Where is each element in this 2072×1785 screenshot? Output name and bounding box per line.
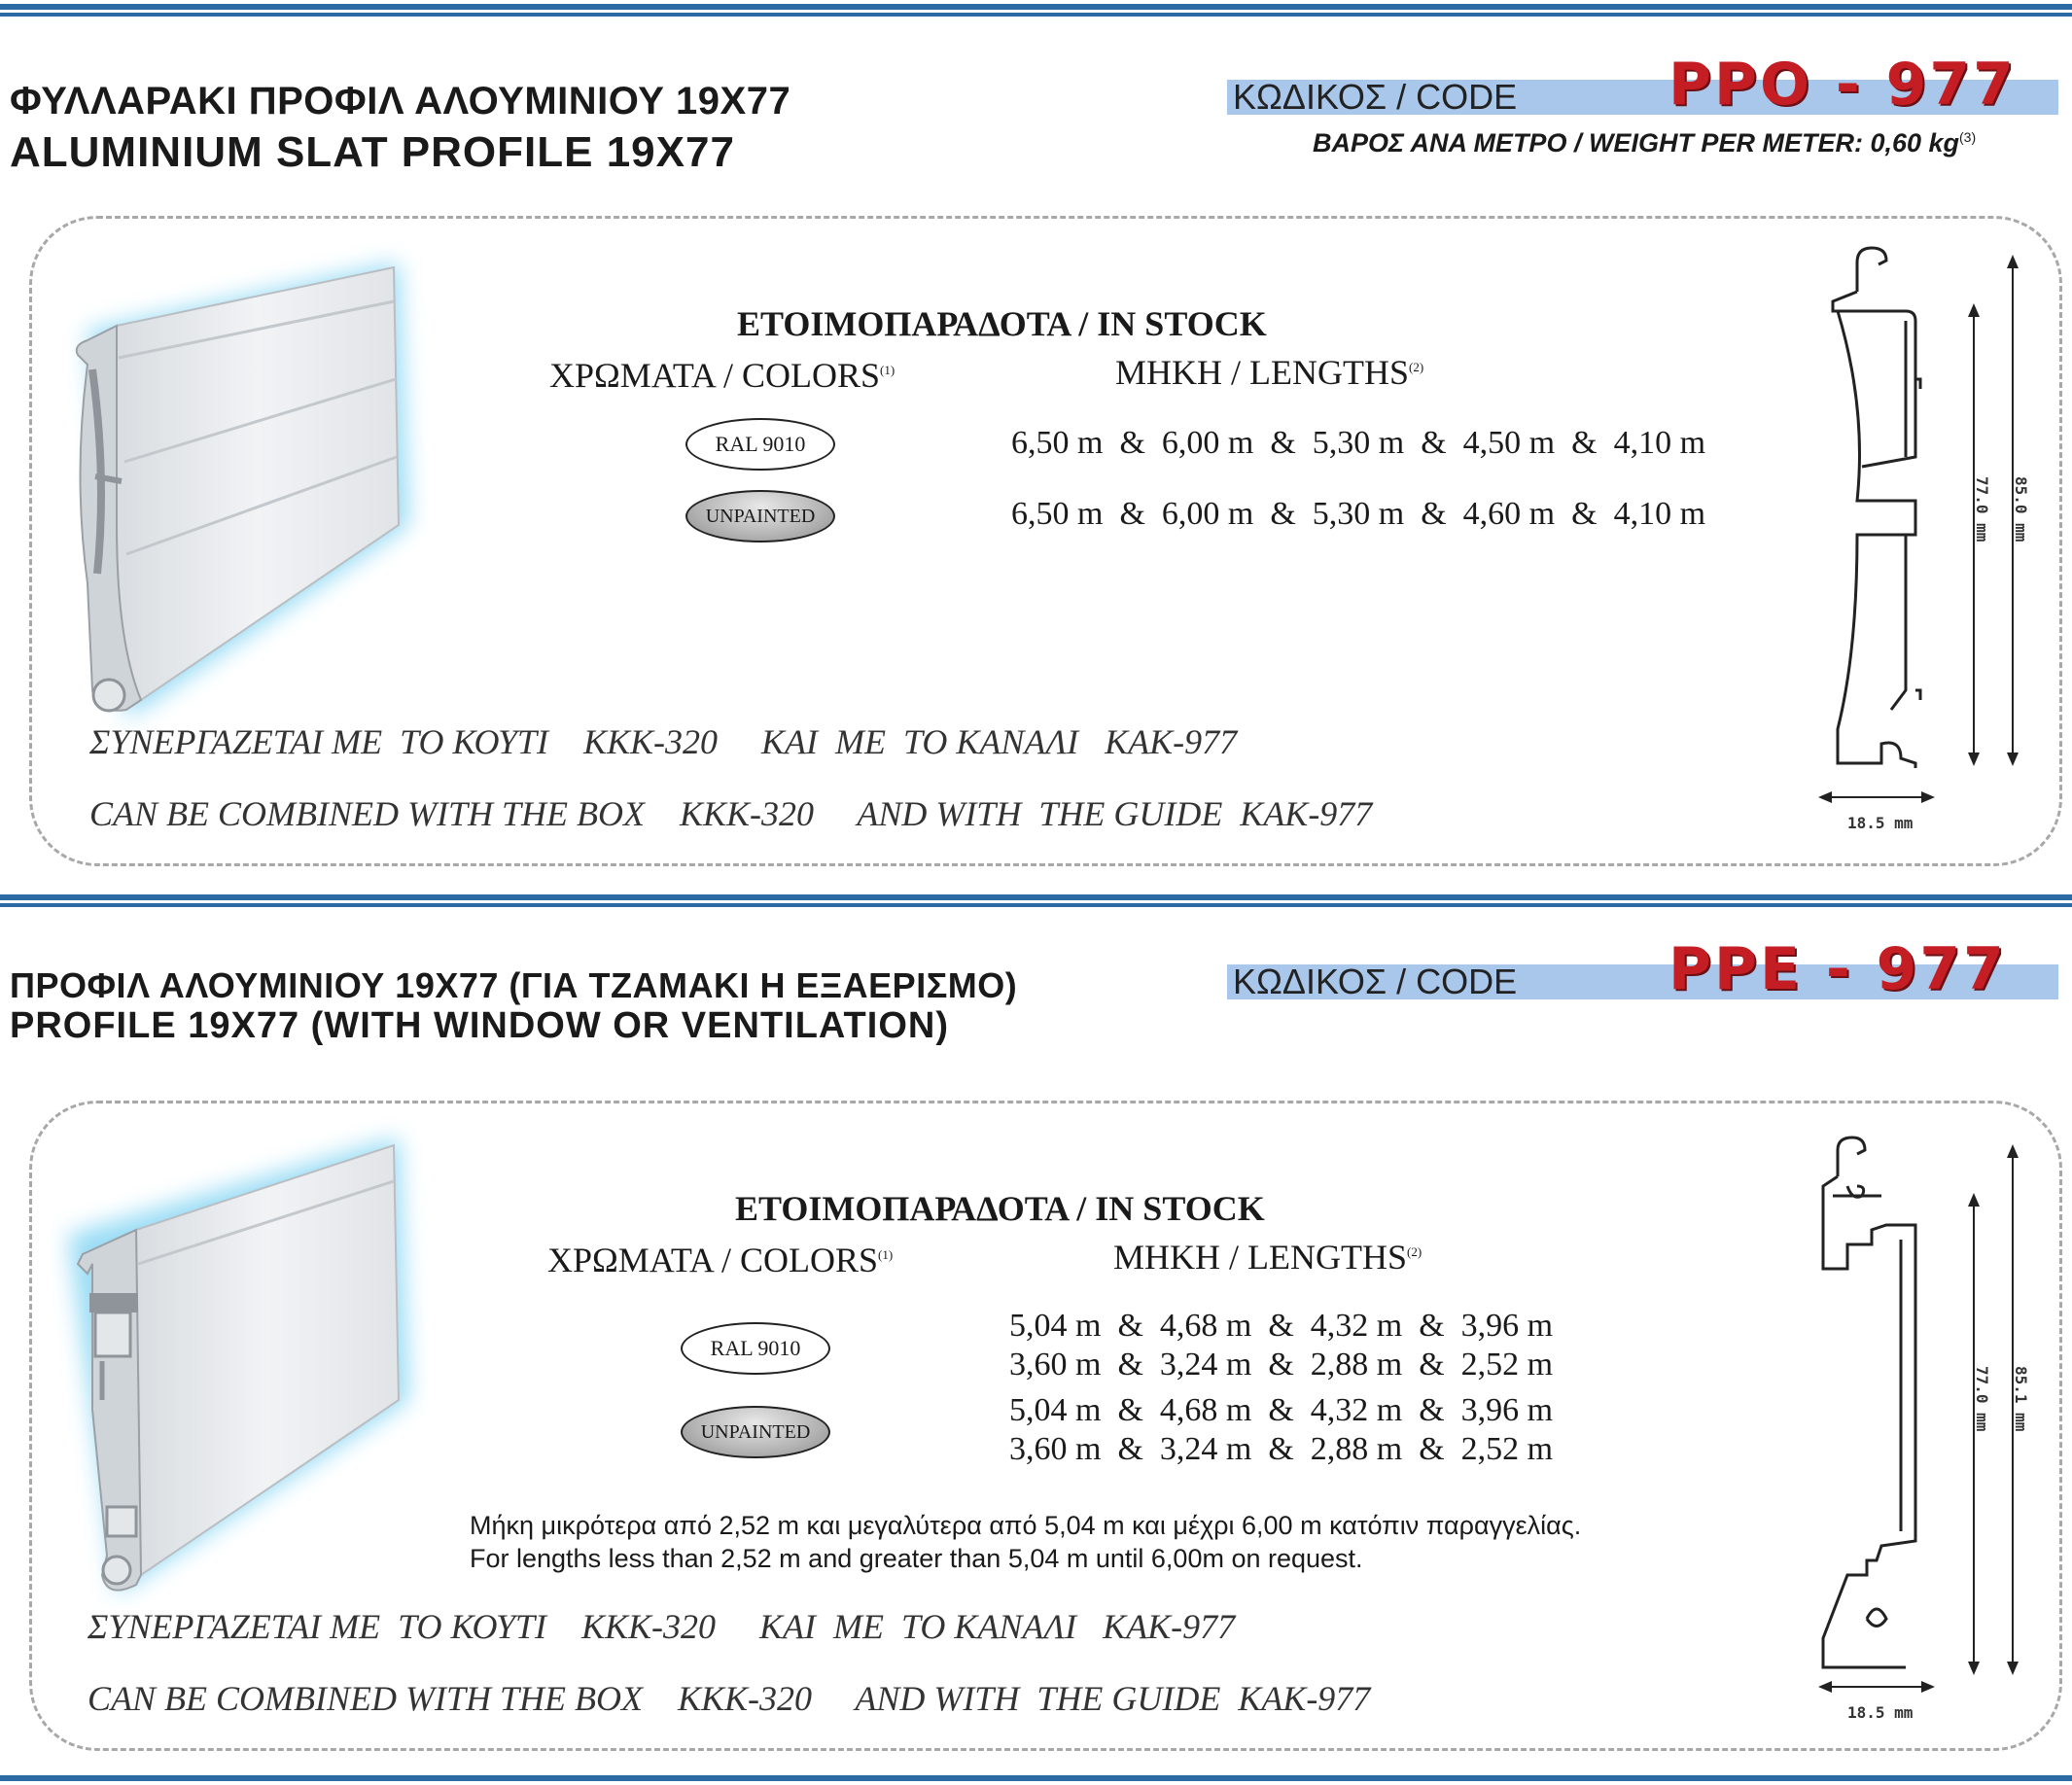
section2-code-label: ΚΩΔΙΚΟΣ / CODE (1233, 962, 1518, 1001)
section1-title-english: ALUMINIUM SLAT PROFILE 19X77 (10, 128, 735, 176)
colors-label: ΧΡΩΜΑΤΑ / COLORS (547, 1241, 878, 1279)
bottom-rule (0, 1775, 2072, 1781)
section2-note-greek: Μήκη μικρότερα από 2,52 m και μεγαλύτερα από 5,04 m και μέχρι 6,00 m κατόπιν παραγγελίας. (470, 1511, 1582, 1540)
section1-in-stock: ΕΤΟΙΜΟΠΑΡΑΔΟΤΑ / IN STOCK (737, 304, 1267, 343)
section2-in-stock: ΕΤΟΙΜΟΠΑΡΑΔΟΤΑ / IN STOCK (735, 1189, 1265, 1228)
section1-code-value: PPO - 977 (1668, 51, 2017, 119)
section2-dim-width: 18.5 mm (1847, 1703, 1914, 1722)
colors-label: ΧΡΩΜΑΤΑ / COLORS (549, 356, 880, 395)
section2-slat-image (49, 1118, 428, 1614)
lengths-note: (2) (1409, 360, 1424, 374)
section2-colors-header (547, 1240, 893, 1280)
section2-dim-outer: 85.1 mm (2012, 1366, 2030, 1432)
lengths-label: ΜΗΚΗ / LENGTHS (1115, 353, 1409, 392)
colors-note: (1) (877, 1247, 894, 1262)
section1-colors-header (549, 355, 895, 396)
section2-dim-inner: 77.0 mm (1973, 1366, 1991, 1432)
section1-ral-badge: RAL 9010 (685, 418, 835, 471)
section1-code-label: ΚΩΔΙΚΟΣ / CODE (1233, 77, 1518, 117)
section1-dim-width: 18.5 mm (1847, 814, 1914, 832)
section1-dim-outer: 85.0 mm (2012, 476, 2030, 542)
section1-slat-image (49, 233, 428, 739)
section1-dim-inner: 77.0 mm (1973, 476, 1991, 542)
section2-ral-lengths-2: 3,60 m & 3,24 m & 2,88 m & 2,52 m (1009, 1347, 1554, 1382)
section1-combine-english: CAN BE COMBINED WITH THE BOX KKK-320 AND WITH THE GUIDE KAK-977 (89, 794, 1373, 833)
middle-rule (0, 894, 2072, 907)
section1-unpainted-lengths: 6,50 m & 6,00 m & 5,30 m & 4,60 m & 4,10 m (1011, 496, 1706, 532)
section1-profile-drawing (1809, 243, 2032, 836)
section2-unpainted-badge: UNPAINTED (681, 1406, 830, 1458)
section2-title-english: PROFILE 19X77 (WITH WINDOW OR VENTILATION) (10, 1005, 949, 1046)
section2-code-value: PPE - 977 (1668, 935, 2007, 1003)
lengths-note: (2) (1407, 1244, 1422, 1259)
section1-ral-lengths: 6,50 m & 6,00 m & 5,30 m & 4,50 m & 4,10 m (1011, 425, 1706, 461)
section2-combine-english: CAN BE COMBINED WITH THE BOX KKK-320 AND WITH THE GUIDE KAK-977 (88, 1679, 1371, 1718)
section1-unpainted-badge: UNPAINTED (685, 490, 835, 542)
top-rule (0, 4, 2072, 17)
section2-combine-greek: ΣΥΝΕΡΓΑΖΕΤΑΙ ΜΕ ΤΟ ΚΟΥΤΙ ΚΚΚ-320 ΚΑΙ ΜΕ ΤΟ ΚΑΝΑΛΙ ΚΑΚ-977 (88, 1607, 1236, 1646)
section1-lengths-header (1115, 352, 1423, 393)
section2-profile-drawing (1809, 1133, 2032, 1726)
section1-weight (1313, 128, 1976, 158)
section2-note-english: For lengths less than 2,52 m and greater than 5,04 m until 6,00m on request. (470, 1544, 1363, 1573)
section1-combine-greek: ΣΥΝΕΡΓΑΖΕΤΑΙ ΜΕ ΤΟ ΚΟΥΤΙ ΚΚΚ-320 ΚΑΙ ΜΕ ΤΟ ΚΑΝΑΛΙ ΚΑΚ-977 (89, 722, 1238, 761)
section1-title-greek: ΦΥΛΛΑΡΑΚΙ ΠΡΟΦΙΛ ΑΛΟΥΜΙΝΙΟΥ 19Χ77 (10, 80, 791, 122)
colors-note: (1) (879, 363, 896, 377)
lengths-label: ΜΗΚΗ / LENGTHS (1113, 1238, 1407, 1277)
weight-text: ΒΑΡΟΣ ΑΝΑ ΜΕΤΡΟ / WEIGHT PER METER: 0,60 kg (1313, 128, 1960, 158)
section2-ral-badge: RAL 9010 (681, 1322, 830, 1375)
weight-note: (3) (1959, 129, 1977, 145)
section2-title-greek: ΠΡΟΦΙΛ ΑΛΟΥΜΙΝΙΟΥ 19Χ77 (ΓΙΑ ΤΖΑΜΑΚΙ Η ΕΞΑΕΡΙΣΜΟ) (10, 965, 1018, 1005)
section2-unpainted-lengths-2: 3,60 m & 3,24 m & 2,88 m & 2,52 m (1009, 1431, 1554, 1467)
section2-ral-lengths-1: 5,04 m & 4,68 m & 4,32 m & 3,96 m (1009, 1308, 1554, 1344)
section2-lengths-header (1113, 1237, 1422, 1278)
section2-unpainted-lengths-1: 5,04 m & 4,68 m & 4,32 m & 3,96 m (1009, 1392, 1554, 1428)
